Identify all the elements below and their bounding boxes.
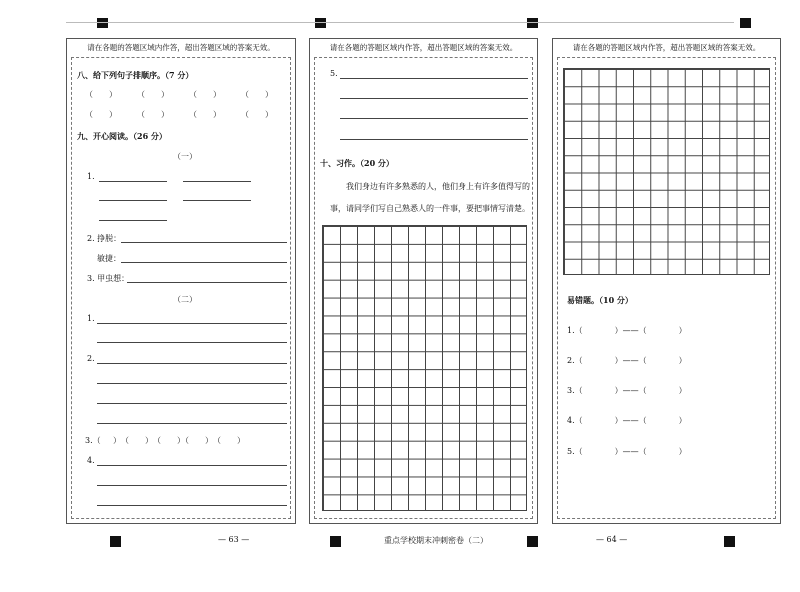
registration-mark <box>724 536 735 547</box>
cuoti-item: 3.（ ）——（ ） <box>567 386 687 395</box>
answer-line <box>183 200 251 201</box>
q10-title: 十、习作。（20 分） <box>320 158 394 168</box>
registration-mark <box>527 18 538 28</box>
paren-blank: （ ） <box>189 90 221 99</box>
answer-line <box>99 200 167 201</box>
cuoti-item: 5.（ ）——（ ） <box>567 447 687 456</box>
paren-blank: （ ） <box>241 90 273 99</box>
registration-mark <box>97 18 108 28</box>
answer-area-border <box>71 57 291 519</box>
word-prompt: 3. 甲虫想： <box>87 274 130 283</box>
part-two-label: （二） <box>173 295 197 304</box>
notice-text: 请在各题的答题区域内作答，超出答题区域的答案无效。 <box>572 43 761 52</box>
answer-line <box>97 323 287 324</box>
answer-line <box>97 465 287 466</box>
cuoti-item: 2.（ ）——（ ） <box>567 356 687 365</box>
answer-line <box>340 139 528 140</box>
paren-blank: （ ） <box>85 90 117 99</box>
answer-line <box>97 363 287 364</box>
composition-grid[interactable] <box>563 68 770 275</box>
registration-mark <box>110 536 121 547</box>
q9-title: 九、开心阅读。（26 分） <box>77 131 167 141</box>
paren-blank: （ ） <box>189 110 221 119</box>
answer-line <box>183 181 251 182</box>
registration-mark <box>315 18 326 28</box>
q3-paren-blanks: ） （ ） （ ）（ ） （ ） <box>113 436 245 445</box>
answer-column-left <box>66 38 296 524</box>
item-number: 1. <box>87 172 95 181</box>
footer-title: 重点学校期末冲刺密卷（二） <box>384 536 488 545</box>
answer-line <box>99 181 167 182</box>
item-number: 2. <box>87 354 95 363</box>
registration-mark <box>527 536 538 547</box>
cuoti-item: 4.（ ）——（ ） <box>567 416 687 425</box>
word-prompt: 2. 挣脱： <box>87 234 122 243</box>
part-one-label: （一） <box>173 152 197 161</box>
answer-line <box>127 282 287 283</box>
registration-mark <box>330 536 341 547</box>
answer-column-middle <box>309 38 538 524</box>
paren-blank: （ ） <box>137 110 169 119</box>
answer-line <box>99 220 167 221</box>
q8-title: 八、给下列句子排顺序。（7 分） <box>77 70 194 80</box>
answer-line <box>97 383 287 384</box>
answer-line <box>340 78 528 79</box>
composition-grid[interactable] <box>322 225 527 511</box>
notice-text: 请在各题的答题区域内作答，超出答题区域的答案无效。 <box>329 43 518 52</box>
registration-mark <box>740 18 751 28</box>
answer-line <box>121 242 287 243</box>
paren-blank: （ ） <box>137 90 169 99</box>
item-number: 5. <box>330 69 338 78</box>
word-prompt: 敏捷： <box>97 254 121 263</box>
composition-prompt: 事，请同学们写自己熟悉人的一件事，要把事情写清楚。 <box>330 204 530 213</box>
answer-line <box>340 118 528 119</box>
q3-open: 3.（ <box>85 436 101 445</box>
paren-blank: （ ） <box>241 110 273 119</box>
item-number: 4. <box>87 456 95 465</box>
paren-blank: （ ） <box>85 110 117 119</box>
page-number-right: — 64 — <box>596 535 628 544</box>
answer-line <box>97 342 287 343</box>
answer-line <box>97 403 287 404</box>
answer-line <box>97 423 287 424</box>
notice-text: 请在各题的答题区域内作答，超出答题区域的答案无效。 <box>87 43 275 52</box>
composition-prompt: 我们身边有许多熟悉的人，他们身上有许多值得写的 <box>346 182 530 191</box>
answer-line <box>97 485 287 486</box>
cuoti-item: 1.（ ）——（ ） <box>567 326 687 335</box>
page-number-left: — 63 — <box>218 535 250 544</box>
answer-line <box>97 505 287 506</box>
answer-column-right <box>552 38 781 524</box>
answer-line <box>340 98 528 99</box>
item-number: 1. <box>87 314 95 323</box>
top-rule <box>66 22 734 23</box>
answer-line <box>121 262 287 263</box>
cuoti-title: 易错题。（10 分） <box>567 295 633 305</box>
